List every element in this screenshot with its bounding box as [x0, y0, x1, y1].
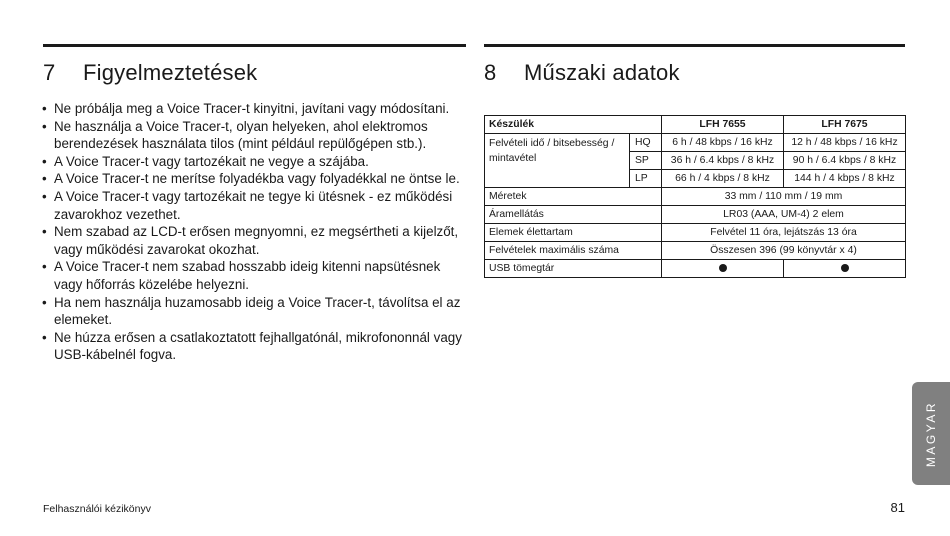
left-column-rule	[43, 44, 466, 47]
list-item: • Ne húzza erősen a csatlakoztatott fejhallgatónál, mikrofononnál vagy USB-kábelnél fogva.	[42, 329, 472, 364]
mode-cell: SP	[630, 152, 662, 170]
list-item: • Nem szabad az LCD-t erősen megnyomni, ez megsértheti a kijelzőt, vagy működési zavarokat okozhat.	[42, 223, 472, 258]
mode-cell: HQ	[630, 134, 662, 152]
section-number: 7	[43, 60, 56, 85]
table-row	[485, 260, 906, 278]
filled-dot-icon	[719, 264, 727, 272]
list-item: • Ne próbálja meg a Voice Tracer-t kinyitni, javítani vagy módosítani.	[42, 100, 472, 118]
warnings-list	[42, 100, 472, 364]
usb-supported-a	[662, 260, 784, 278]
section-number: 8	[484, 60, 497, 85]
footer-manual-title: Felhasználói kézikönyv	[43, 503, 151, 515]
table-row	[485, 242, 906, 260]
row-label: USB tömegtár	[485, 260, 662, 278]
usb-supported-b	[784, 260, 906, 278]
value-cell: 66 h / 4 kbps / 8 kHz	[662, 170, 784, 188]
language-tab-label: MAGYAR	[924, 400, 938, 467]
header-model-b: LFH 7675	[784, 116, 906, 134]
section-title-text: Műszaki adatok	[524, 60, 680, 85]
value-cell: Összesen 396 (99 könyvtár x 4)	[662, 242, 906, 260]
section-title-text: Figyelmeztetések	[83, 60, 258, 85]
section-7-title	[43, 60, 257, 86]
value-cell: 144 h / 4 kbps / 8 kHz	[784, 170, 906, 188]
filled-dot-icon	[841, 264, 849, 272]
table-row	[485, 134, 906, 152]
table-row	[485, 224, 906, 242]
section-8-title	[484, 60, 680, 86]
table-header-row	[485, 116, 906, 134]
value-cell: 36 h / 6.4 kbps / 8 kHz	[662, 152, 784, 170]
row-label: Elemek élettartam	[485, 224, 662, 242]
right-column-rule	[484, 44, 905, 47]
value-cell: 12 h / 48 kbps / 16 kHz	[784, 134, 906, 152]
recording-label: Felvételi idő / bitsebesség / mintavétel	[485, 134, 630, 188]
header-model-a: LFH 7655	[662, 116, 784, 134]
mode-cell: LP	[630, 170, 662, 188]
page-number: 81	[890, 500, 905, 515]
table-row	[485, 188, 906, 206]
list-item: • A Voice Tracer-t vagy tartozékait ne tegye ki ütésnek - ez működési zavarokhoz vezethet.	[42, 188, 472, 223]
list-item: • Ha nem használja huzamosabb ideig a Voice Tracer-t, távolítsa el az elemeket.	[42, 294, 472, 329]
list-item: • A Voice Tracer-t nem szabad hosszabb ideig kitenni napsütésnek vagy hőforrás közelébe helyezni.	[42, 258, 472, 293]
value-cell: Felvétel 11 óra, lejátszás 13 óra	[662, 224, 906, 242]
row-label: Áramellátás	[485, 206, 662, 224]
row-label: Felvételek maximális száma	[485, 242, 662, 260]
list-item: • A Voice Tracer-t ne merítse folyadékba vagy folyadékkal ne öntse le.	[42, 170, 472, 188]
header-device: Készülék	[485, 116, 662, 134]
value-cell: 6 h / 48 kbps / 16 kHz	[662, 134, 784, 152]
row-label: Méretek	[485, 188, 662, 206]
value-cell: 90 h / 6.4 kbps / 8 kHz	[784, 152, 906, 170]
list-item: • A Voice Tracer-t vagy tartozékait ne vegye a szájába.	[42, 153, 472, 171]
language-tab	[912, 382, 950, 485]
specs-table	[484, 115, 906, 278]
value-cell: LR03 (AAA, UM-4) 2 elem	[662, 206, 906, 224]
table-row	[485, 206, 906, 224]
value-cell: 33 mm / 110 mm / 19 mm	[662, 188, 906, 206]
list-item: • Ne használja a Voice Tracer-t, olyan helyeken, ahol elektromos berendezések használata tilos (mint például repülőgépen stb.).	[42, 118, 472, 153]
